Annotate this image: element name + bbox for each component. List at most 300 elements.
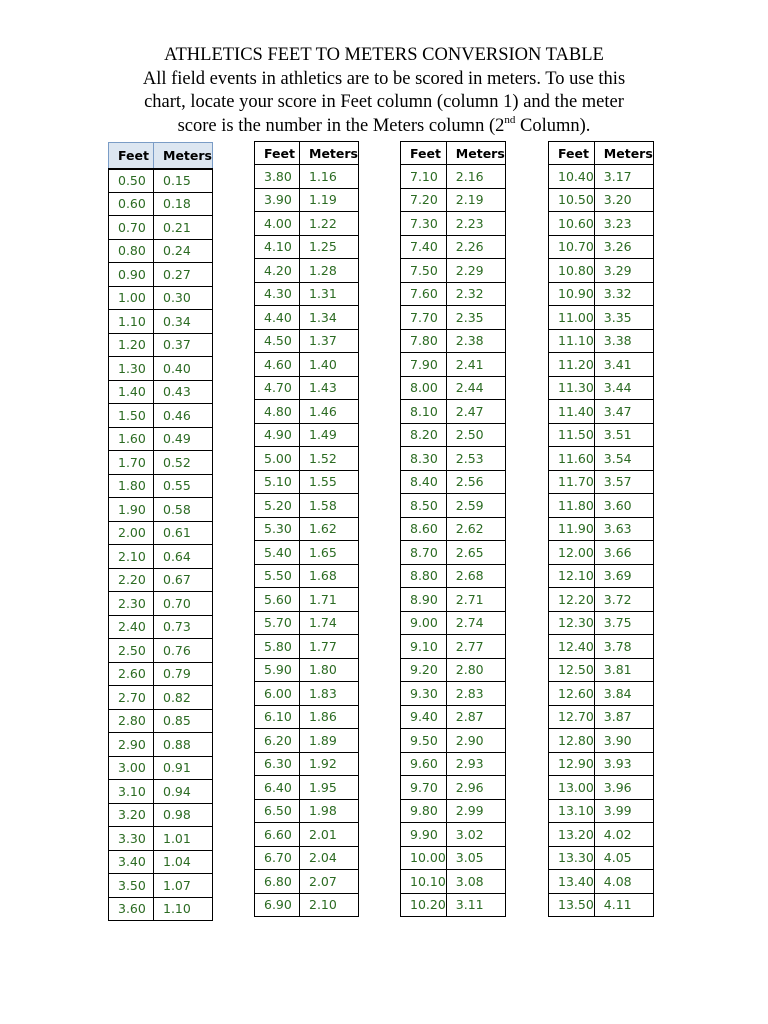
feet-cell: 3.90 <box>255 188 300 212</box>
meters-cell: 1.43 <box>300 376 359 400</box>
meters-cell: 3.23 <box>594 212 653 236</box>
feet-cell: 9.60 <box>401 752 447 776</box>
meters-cell: 3.26 <box>594 235 653 259</box>
table-row <box>109 615 213 639</box>
meters-cell: 0.88 <box>154 733 213 757</box>
table-row <box>401 235 506 259</box>
meters-cell: 3.87 <box>594 705 653 729</box>
meters-cell: 2.35 <box>446 306 505 330</box>
meters-cell: 1.10 <box>154 897 213 921</box>
meters-cell: 3.41 <box>594 353 653 377</box>
table-row <box>401 329 506 353</box>
table-row <box>255 400 359 424</box>
feet-cell: 13.10 <box>549 799 595 823</box>
table-row <box>255 447 359 471</box>
meters-cell: 1.49 <box>300 423 359 447</box>
feet-cell: 1.60 <box>109 427 154 451</box>
meters-cell: 2.65 <box>446 541 505 565</box>
feet-column-header: Feet <box>109 143 154 169</box>
meters-cell: 1.22 <box>300 212 359 236</box>
table-row <box>255 588 359 612</box>
meters-cell: 2.68 <box>446 564 505 588</box>
meters-cell: 0.85 <box>154 709 213 733</box>
conversion-table-1 <box>108 142 213 921</box>
feet-cell: 10.50 <box>549 188 595 212</box>
feet-cell: 4.90 <box>255 423 300 447</box>
instructions-text: score is the number in the Meters column (2 <box>177 115 505 136</box>
table-header-row <box>109 143 213 169</box>
meters-cell: 3.69 <box>594 564 653 588</box>
table-row <box>255 212 359 236</box>
table-row <box>401 306 506 330</box>
feet-cell: 12.00 <box>549 541 595 565</box>
meters-cell: 3.90 <box>594 729 653 753</box>
table-row <box>549 517 654 541</box>
table-row <box>401 282 506 306</box>
table-row <box>401 376 506 400</box>
table-row <box>109 874 213 898</box>
table-row <box>549 588 654 612</box>
table-row <box>109 427 213 451</box>
meters-cell: 3.32 <box>594 282 653 306</box>
table-row <box>109 850 213 874</box>
meters-cell: 4.11 <box>594 893 653 917</box>
feet-cell: 10.80 <box>549 259 595 283</box>
meters-cell: 3.08 <box>446 870 505 894</box>
table-row <box>401 259 506 283</box>
meters-cell: 2.71 <box>446 588 505 612</box>
table-row <box>549 776 654 800</box>
table-row <box>255 705 359 729</box>
feet-cell: 12.80 <box>549 729 595 753</box>
meters-cell: 1.65 <box>300 541 359 565</box>
table-row <box>401 705 506 729</box>
meters-cell: 2.38 <box>446 329 505 353</box>
feet-cell: 10.60 <box>549 212 595 236</box>
table-row <box>401 588 506 612</box>
meters-cell: 2.47 <box>446 400 505 424</box>
table-header-row <box>255 142 359 165</box>
feet-cell: 10.70 <box>549 235 595 259</box>
table-row <box>549 470 654 494</box>
feet-cell: 4.40 <box>255 306 300 330</box>
meters-cell: 0.18 <box>154 192 213 216</box>
feet-cell: 1.90 <box>109 498 154 522</box>
meters-cell: 1.07 <box>154 874 213 898</box>
feet-cell: 8.30 <box>401 447 447 471</box>
table-row <box>109 521 213 545</box>
meters-cell: 2.53 <box>446 447 505 471</box>
table-row <box>109 545 213 569</box>
table-row <box>255 329 359 353</box>
table-row <box>401 799 506 823</box>
feet-cell: 2.90 <box>109 733 154 757</box>
meters-cell: 2.19 <box>446 188 505 212</box>
table-row <box>255 235 359 259</box>
meters-cell: 3.99 <box>594 799 653 823</box>
table-row <box>109 662 213 686</box>
table-row <box>255 353 359 377</box>
feet-cell: 4.80 <box>255 400 300 424</box>
meters-cell: 2.44 <box>446 376 505 400</box>
meters-cell: 0.49 <box>154 427 213 451</box>
feet-cell: 13.00 <box>549 776 595 800</box>
meters-cell: 3.96 <box>594 776 653 800</box>
feet-cell: 0.70 <box>109 216 154 240</box>
feet-cell: 4.20 <box>255 259 300 283</box>
feet-cell: 13.20 <box>549 823 595 847</box>
meters-cell: 1.25 <box>300 235 359 259</box>
meters-cell: 0.34 <box>154 310 213 334</box>
table-row <box>549 400 654 424</box>
meters-cell: 0.61 <box>154 521 213 545</box>
table-row <box>401 729 506 753</box>
table-row <box>109 192 213 216</box>
table-row <box>109 169 213 193</box>
meters-cell: 0.67 <box>154 568 213 592</box>
table-row <box>109 803 213 827</box>
feet-cell: 13.50 <box>549 893 595 917</box>
meters-cell: 2.50 <box>446 423 505 447</box>
feet-cell: 2.70 <box>109 686 154 710</box>
table-row <box>549 541 654 565</box>
feet-cell: 2.40 <box>109 615 154 639</box>
meters-cell: 1.16 <box>300 165 359 189</box>
table-row <box>109 451 213 475</box>
table-row <box>401 752 506 776</box>
feet-column-header: Feet <box>401 142 447 165</box>
meters-cell: 0.40 <box>154 357 213 381</box>
feet-cell: 7.40 <box>401 235 447 259</box>
feet-column-header: Feet <box>255 142 300 165</box>
meters-cell: 1.77 <box>300 635 359 659</box>
feet-cell: 3.60 <box>109 897 154 921</box>
table-row <box>255 846 359 870</box>
feet-cell: 0.90 <box>109 263 154 287</box>
meters-cell: 2.04 <box>300 846 359 870</box>
table-row <box>109 733 213 757</box>
feet-cell: 1.30 <box>109 357 154 381</box>
table-row <box>255 823 359 847</box>
meters-cell: 3.05 <box>446 846 505 870</box>
table-row <box>109 709 213 733</box>
feet-cell: 10.20 <box>401 893 447 917</box>
table-row <box>255 541 359 565</box>
meters-cell: 2.23 <box>446 212 505 236</box>
table-row <box>549 188 654 212</box>
table-header-row <box>401 142 506 165</box>
table-row <box>109 286 213 310</box>
table-row <box>401 494 506 518</box>
meters-cell: 2.96 <box>446 776 505 800</box>
meters-cell: 2.29 <box>446 259 505 283</box>
feet-cell: 8.20 <box>401 423 447 447</box>
feet-cell: 13.40 <box>549 870 595 894</box>
feet-cell: 2.60 <box>109 662 154 686</box>
instructions-line: All field events in athletics are to be scored in meters. To use this <box>142 68 626 89</box>
meters-cell: 0.58 <box>154 498 213 522</box>
table-row <box>401 423 506 447</box>
meters-cell: 3.72 <box>594 588 653 612</box>
feet-cell: 8.80 <box>401 564 447 588</box>
meters-column-header: Meters <box>594 142 653 165</box>
table-row <box>549 494 654 518</box>
table-row <box>255 870 359 894</box>
table-row <box>109 239 213 263</box>
meters-cell: 0.64 <box>154 545 213 569</box>
meters-cell: 2.32 <box>446 282 505 306</box>
feet-column-header: Feet <box>549 142 595 165</box>
table-row <box>109 756 213 780</box>
feet-cell: 7.60 <box>401 282 447 306</box>
meters-cell: 0.73 <box>154 615 213 639</box>
table-row <box>549 329 654 353</box>
feet-cell: 5.20 <box>255 494 300 518</box>
table-row <box>549 705 654 729</box>
feet-cell: 8.60 <box>401 517 447 541</box>
table-row <box>549 893 654 917</box>
feet-cell: 7.90 <box>401 353 447 377</box>
feet-cell: 2.30 <box>109 592 154 616</box>
table-row <box>549 376 654 400</box>
feet-cell: 1.20 <box>109 333 154 357</box>
meters-cell: 3.20 <box>594 188 653 212</box>
meters-cell: 1.31 <box>300 282 359 306</box>
meters-cell: 1.52 <box>300 447 359 471</box>
meters-cell: 1.01 <box>154 827 213 851</box>
table-row <box>255 517 359 541</box>
meters-cell: 1.89 <box>300 729 359 753</box>
meters-cell: 0.46 <box>154 404 213 428</box>
table-row <box>549 870 654 894</box>
conversion-table-4 <box>548 141 654 917</box>
meters-cell: 3.75 <box>594 611 653 635</box>
meters-cell: 3.60 <box>594 494 653 518</box>
table-row <box>401 541 506 565</box>
feet-cell: 5.60 <box>255 588 300 612</box>
meters-cell: 2.59 <box>446 494 505 518</box>
feet-cell: 11.70 <box>549 470 595 494</box>
table-row <box>549 306 654 330</box>
table-row <box>255 776 359 800</box>
meters-cell: 2.62 <box>446 517 505 541</box>
table-row <box>401 212 506 236</box>
document-header <box>96 44 672 138</box>
feet-cell: 5.40 <box>255 541 300 565</box>
table-row <box>255 188 359 212</box>
meters-cell: 0.82 <box>154 686 213 710</box>
feet-cell: 2.10 <box>109 545 154 569</box>
feet-cell: 3.50 <box>109 874 154 898</box>
feet-cell: 4.60 <box>255 353 300 377</box>
table-row <box>401 823 506 847</box>
table-row <box>401 682 506 706</box>
meters-cell: 3.54 <box>594 447 653 471</box>
feet-cell: 10.00 <box>401 846 447 870</box>
feet-cell: 3.30 <box>109 827 154 851</box>
feet-cell: 6.00 <box>255 682 300 706</box>
table-row <box>109 216 213 240</box>
feet-cell: 7.10 <box>401 165 447 189</box>
feet-cell: 3.40 <box>109 850 154 874</box>
meters-cell: 3.11 <box>446 893 505 917</box>
feet-cell: 12.30 <box>549 611 595 635</box>
meters-cell: 0.43 <box>154 380 213 404</box>
meters-cell: 1.98 <box>300 799 359 823</box>
feet-cell: 6.30 <box>255 752 300 776</box>
meters-cell: 2.87 <box>446 705 505 729</box>
table-row <box>255 799 359 823</box>
feet-cell: 10.10 <box>401 870 447 894</box>
meters-cell: 0.24 <box>154 239 213 263</box>
feet-cell: 7.80 <box>401 329 447 353</box>
table-row <box>109 686 213 710</box>
feet-cell: 8.70 <box>401 541 447 565</box>
feet-cell: 5.90 <box>255 658 300 682</box>
table-row <box>255 165 359 189</box>
table-row <box>549 259 654 283</box>
table-row <box>401 846 506 870</box>
meters-cell: 0.79 <box>154 662 213 686</box>
table-row <box>401 353 506 377</box>
meters-cell: 0.52 <box>154 451 213 475</box>
table-row <box>255 259 359 283</box>
table-row <box>255 635 359 659</box>
meters-cell: 0.76 <box>154 639 213 663</box>
conversion-table-3 <box>400 141 506 917</box>
meters-cell: 2.01 <box>300 823 359 847</box>
feet-cell: 12.40 <box>549 635 595 659</box>
feet-cell: 6.50 <box>255 799 300 823</box>
feet-cell: 12.90 <box>549 752 595 776</box>
feet-cell: 6.90 <box>255 893 300 917</box>
meters-cell: 2.99 <box>446 799 505 823</box>
feet-cell: 1.50 <box>109 404 154 428</box>
meters-cell: 4.08 <box>594 870 653 894</box>
table-row <box>401 165 506 189</box>
meters-cell: 1.74 <box>300 611 359 635</box>
table-header-row <box>549 142 654 165</box>
feet-cell: 4.70 <box>255 376 300 400</box>
feet-cell: 12.70 <box>549 705 595 729</box>
table-row <box>401 470 506 494</box>
feet-cell: 10.90 <box>549 282 595 306</box>
feet-cell: 7.20 <box>401 188 447 212</box>
feet-cell: 7.30 <box>401 212 447 236</box>
meters-cell: 4.05 <box>594 846 653 870</box>
meters-cell: 1.80 <box>300 658 359 682</box>
meters-cell: 2.77 <box>446 635 505 659</box>
feet-cell: 6.20 <box>255 729 300 753</box>
meters-cell: 3.63 <box>594 517 653 541</box>
meters-cell: 2.10 <box>300 893 359 917</box>
table-row <box>401 447 506 471</box>
feet-cell: 7.70 <box>401 306 447 330</box>
feet-cell: 12.20 <box>549 588 595 612</box>
feet-cell: 9.30 <box>401 682 447 706</box>
table-row <box>549 752 654 776</box>
feet-cell: 9.00 <box>401 611 447 635</box>
feet-cell: 9.80 <box>401 799 447 823</box>
meters-cell: 3.51 <box>594 423 653 447</box>
meters-cell: 0.30 <box>154 286 213 310</box>
meters-cell: 3.66 <box>594 541 653 565</box>
feet-cell: 3.00 <box>109 756 154 780</box>
meters-cell: 1.40 <box>300 353 359 377</box>
feet-cell: 3.80 <box>255 165 300 189</box>
meters-cell: 1.71 <box>300 588 359 612</box>
feet-cell: 3.10 <box>109 780 154 804</box>
meters-column-header: Meters <box>300 142 359 165</box>
feet-cell: 10.40 <box>549 165 595 189</box>
feet-cell: 9.40 <box>401 705 447 729</box>
table-row <box>255 470 359 494</box>
table-row <box>401 517 506 541</box>
table-row <box>549 165 654 189</box>
table-row <box>549 635 654 659</box>
table-row <box>109 404 213 428</box>
feet-cell: 5.50 <box>255 564 300 588</box>
table-row <box>549 564 654 588</box>
feet-cell: 11.20 <box>549 353 595 377</box>
meters-cell: 2.90 <box>446 729 505 753</box>
feet-cell: 13.30 <box>549 846 595 870</box>
table-row <box>401 564 506 588</box>
table-row <box>255 611 359 635</box>
feet-cell: 3.20 <box>109 803 154 827</box>
table-row <box>255 494 359 518</box>
meters-cell: 2.26 <box>446 235 505 259</box>
table-row <box>109 380 213 404</box>
feet-cell: 9.70 <box>401 776 447 800</box>
meters-cell: 1.83 <box>300 682 359 706</box>
meters-cell: 2.41 <box>446 353 505 377</box>
feet-cell: 12.50 <box>549 658 595 682</box>
meters-cell: 3.29 <box>594 259 653 283</box>
table-row <box>549 729 654 753</box>
feet-cell: 8.40 <box>401 470 447 494</box>
meters-cell: 0.21 <box>154 216 213 240</box>
feet-cell: 11.90 <box>549 517 595 541</box>
meters-cell: 3.02 <box>446 823 505 847</box>
table-row <box>549 235 654 259</box>
meters-cell: 1.46 <box>300 400 359 424</box>
meters-cell: 3.17 <box>594 165 653 189</box>
table-row <box>549 423 654 447</box>
feet-cell: 11.80 <box>549 494 595 518</box>
meters-cell: 3.57 <box>594 470 653 494</box>
feet-cell: 9.20 <box>401 658 447 682</box>
feet-cell: 2.80 <box>109 709 154 733</box>
feet-cell: 4.50 <box>255 329 300 353</box>
feet-cell: 11.30 <box>549 376 595 400</box>
feet-cell: 5.10 <box>255 470 300 494</box>
meters-cell: 2.80 <box>446 658 505 682</box>
feet-cell: 9.90 <box>401 823 447 847</box>
table-row <box>255 752 359 776</box>
table-row <box>109 592 213 616</box>
meters-column-header: Meters <box>154 143 213 169</box>
meters-cell: 4.02 <box>594 823 653 847</box>
meters-cell: 1.68 <box>300 564 359 588</box>
table-row <box>109 897 213 921</box>
feet-cell: 11.50 <box>549 423 595 447</box>
feet-cell: 5.70 <box>255 611 300 635</box>
table-row <box>549 658 654 682</box>
feet-cell: 4.30 <box>255 282 300 306</box>
feet-cell: 1.80 <box>109 474 154 498</box>
meters-cell: 0.98 <box>154 803 213 827</box>
